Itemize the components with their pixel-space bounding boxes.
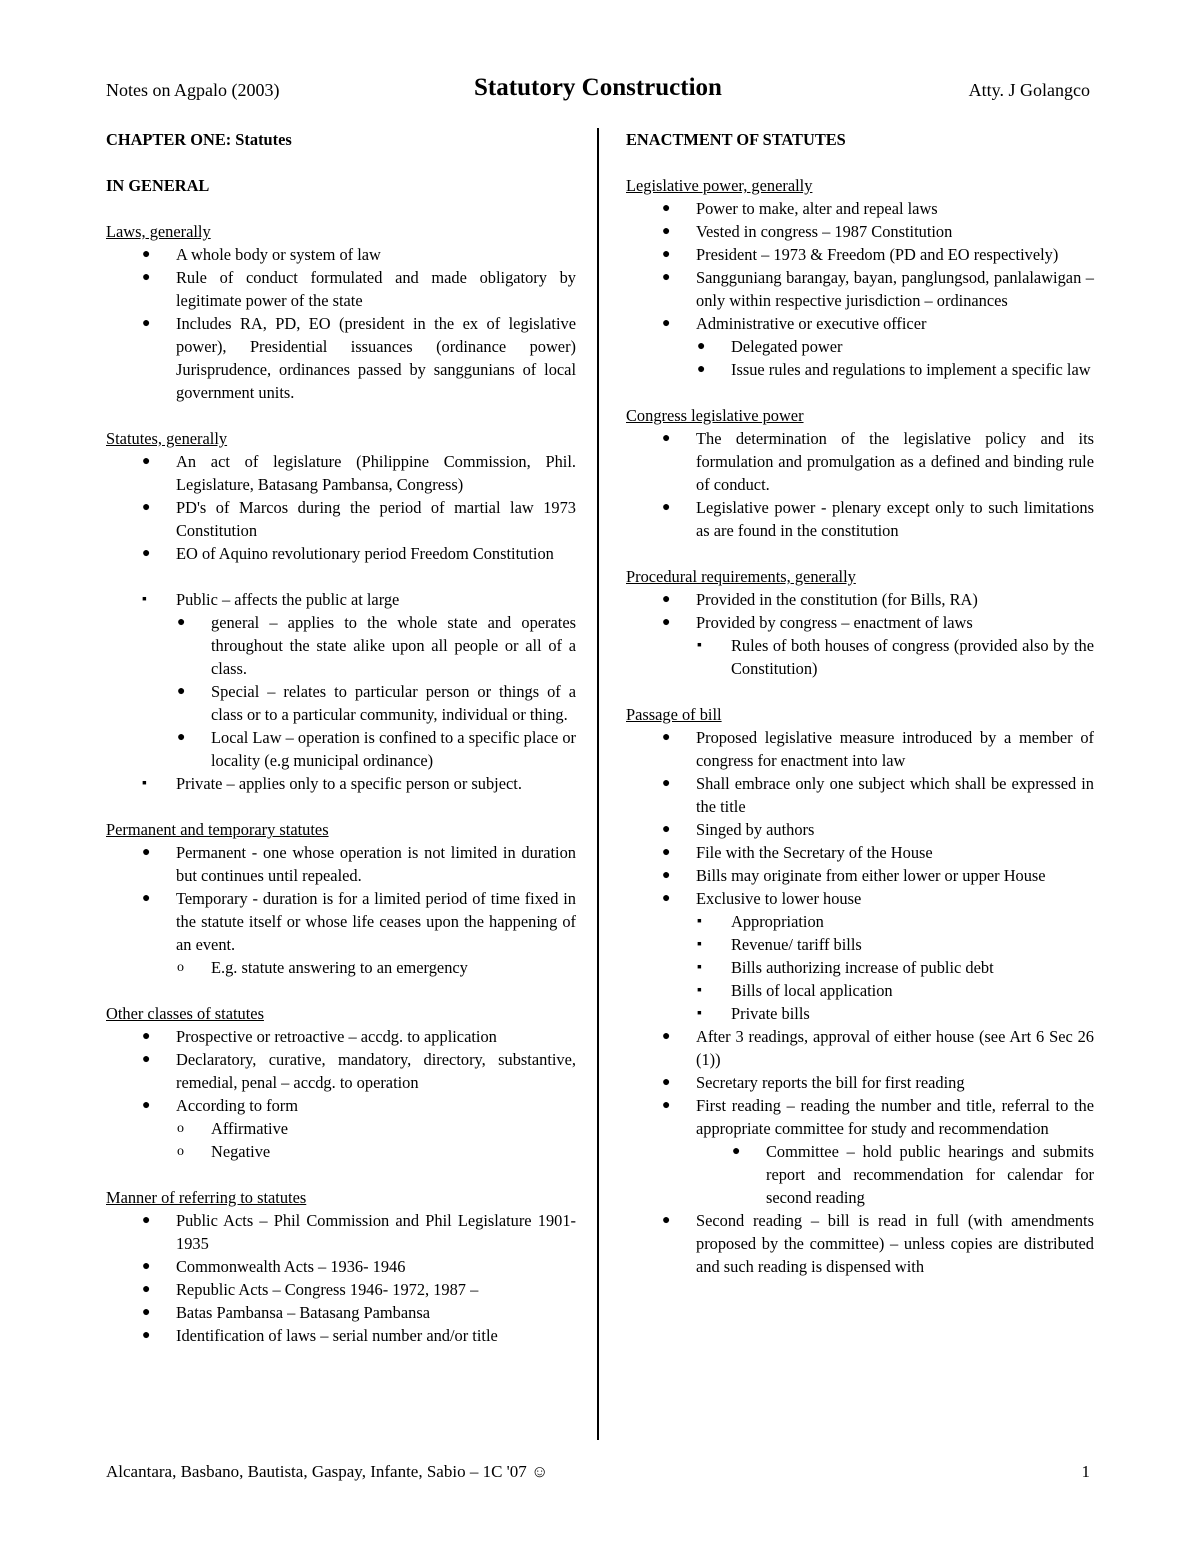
list-item: ● After 3 readings, approval of either house (see Art 6 Sec 26 (1)) — [662, 1027, 1094, 1069]
subheading: Manner of referring to statutes — [106, 1188, 307, 1207]
list-item: ● An act of legislature (Philippine Commission, Phil. Legislature, Batasang Pambansa, Congress) — [142, 452, 576, 494]
list-item: ● Identification of laws – serial number and/or title — [142, 1326, 498, 1345]
list-item: o Negative — [177, 1142, 271, 1161]
page-header — [106, 74, 1090, 110]
list-item: o Affirmative — [177, 1119, 289, 1138]
list-item: ● Exclusive to lower house — [662, 889, 862, 908]
list-item: ▪ Private bills — [697, 1004, 810, 1023]
list-item: ● Committee – hold public hearings and submits report and recommendation for calendar for second reading — [732, 1142, 1094, 1207]
list-item: ● Secretary reports the bill for first reading — [662, 1073, 965, 1092]
bullet-list — [106, 450, 576, 565]
list-item: ● Delegated power — [697, 337, 843, 356]
list-item: ▪ Appropriation — [697, 912, 824, 931]
bullet-list — [106, 1209, 576, 1347]
list-item: ● The determination of the legislative policy and its formulation and promulgation as a defined and binding rule of conduct. — [662, 429, 1094, 494]
subheading: Statutes, generally — [106, 429, 228, 448]
list-item: ● Legislative power - plenary except only to such limitations as are found in the constitution — [662, 498, 1094, 540]
list-item: ▪ Bills of local application — [697, 981, 893, 1000]
section-title: ENACTMENT OF STATUTES — [626, 130, 846, 149]
bullet-list — [106, 243, 576, 404]
subheading: Passage of bill — [626, 705, 722, 724]
bullet-list — [626, 588, 1094, 680]
list-item: ● President – 1973 & Freedom (PD and EO respectively) — [662, 245, 1059, 264]
subheading: Laws, generally — [106, 222, 211, 241]
bullet-list — [106, 588, 576, 795]
header-author: Atty. J Golangco — [968, 80, 1090, 100]
list-item: ▪ Public – affects the public at large — [142, 590, 400, 609]
subheading: Legislative power, generally — [626, 176, 813, 195]
list-item: ● Provided by congress – enactment of laws — [662, 613, 973, 632]
footer-authors: Alcantara, Basbano, Bautista, Gaspay, Infante, Sabio – 1C '07 ☺ — [106, 1462, 549, 1481]
left-column — [106, 128, 576, 1347]
list-item: ● Second reading – bill is read in full (with amendments proposed by the committee) – unless copies are distributed and such reading is dispensed with — [662, 1211, 1094, 1276]
list-item: ● Power to make, alter and repeal laws — [662, 199, 938, 218]
list-item: ▪ Bills authorizing increase of public debt — [697, 958, 994, 977]
bullet-list — [106, 841, 576, 979]
list-item: ▪ Revenue/ tariff bills — [697, 935, 862, 954]
list-item: ▪ Private – applies only to a specific person or subject. — [142, 774, 522, 793]
list-item: ● Prospective or retroactive – accdg. to application — [142, 1027, 497, 1046]
list-item: ● EO of Aquino revolutionary period Freedom Constitution — [142, 544, 554, 563]
list-item: ● File with the Secretary of the House — [662, 843, 933, 862]
list-item: ● Public Acts – Phil Commission and Phil Legislature 1901- 1935 — [142, 1211, 576, 1253]
header-source: Notes on Agpalo (2003) — [106, 80, 280, 100]
page-footer — [106, 1462, 1090, 1482]
list-item: ● A whole body or system of law — [142, 245, 381, 264]
list-item: ● Rule of conduct formulated and made obligatory by legitimate power of the state — [142, 268, 576, 310]
list-item: ● Declaratory, curative, mandatory, directory, substantive, remedial, penal – accdg. to operation — [142, 1050, 576, 1092]
list-item: ● general – applies to the whole state and operates throughout the state alike upon all people or all of a class. — [177, 613, 576, 678]
list-item: ● Provided in the constitution (for Bills, RA) — [662, 590, 978, 609]
list-item: ● Local Law – operation is confined to a specific place or locality (e.g municipal ordinance) — [177, 728, 576, 770]
list-item: ● Permanent - one whose operation is not limited in duration but continues until repealed. — [142, 843, 576, 885]
list-item: ● Vested in congress – 1987 Constitution — [662, 222, 953, 241]
list-item: o E.g. statute answering to an emergency — [177, 958, 468, 977]
subheading: Procedural requirements, generally — [626, 567, 856, 586]
list-item: ● Proposed legislative measure introduced by a member of congress for enactment into law — [662, 728, 1094, 770]
section-title: IN GENERAL — [106, 176, 210, 195]
list-item: ● Includes RA, PD, EO (president in the ex of legislative power), Presidential issuances (ordinance power) Jurisprudence, ordinances passed by sanggunians of local government units. — [142, 314, 576, 402]
list-item: ● Temporary - duration is for a limited period of time fixed in the statute itself or whose life ceases upon the happening of an event. — [142, 889, 576, 954]
page-title: Statutory Construction — [474, 74, 722, 101]
list-item: ● Special – relates to particular person or things of a class or to a particular community, individual or thing. — [177, 682, 576, 724]
list-item: ● Republic Acts – Congress 1946- 1972, 1987 – — [142, 1280, 479, 1299]
list-item: ● PD's of Marcos during the period of martial law 1973 Constitution — [142, 498, 576, 540]
list-item: ● Commonwealth Acts – 1936- 1946 — [142, 1257, 406, 1276]
list-item: ● Sangguniang barangay, bayan, panglungsod, panlalawigan – only within respective jurisdiction – ordinances — [662, 268, 1094, 310]
list-item: ● Bills may originate from either lower or upper House — [662, 866, 1046, 885]
column-divider — [597, 128, 599, 1440]
list-item: ● Issue rules and regulations to implement a specific law — [697, 360, 1091, 379]
list-item: ● Shall embrace only one subject which shall be expressed in the title — [662, 774, 1094, 816]
list-item: ● Administrative or executive officer — [662, 314, 927, 333]
bullet-list — [626, 726, 1094, 1278]
bullet-list — [626, 427, 1094, 542]
list-item: ● Batas Pambansa – Batasang Pambansa — [142, 1303, 430, 1322]
list-item: ● First reading – reading the number and title, referral to the appropriate committee for study and recommendation — [662, 1096, 1094, 1138]
subheading: Congress legislative power — [626, 406, 804, 425]
list-item: ● According to form — [142, 1096, 298, 1115]
chapter-title: CHAPTER ONE: Statutes — [106, 130, 292, 149]
page-number: 1 — [1081, 1462, 1090, 1481]
list-item: ● Singed by authors — [662, 820, 815, 839]
subheading: Permanent and temporary statutes — [106, 820, 329, 839]
subheading: Other classes of statutes — [106, 1004, 264, 1023]
right-column — [626, 128, 1094, 1278]
bullet-list — [626, 197, 1094, 381]
bullet-list — [106, 1025, 576, 1163]
list-item: ▪ Rules of both houses of congress (provided also by the Constitution) — [697, 636, 1094, 678]
